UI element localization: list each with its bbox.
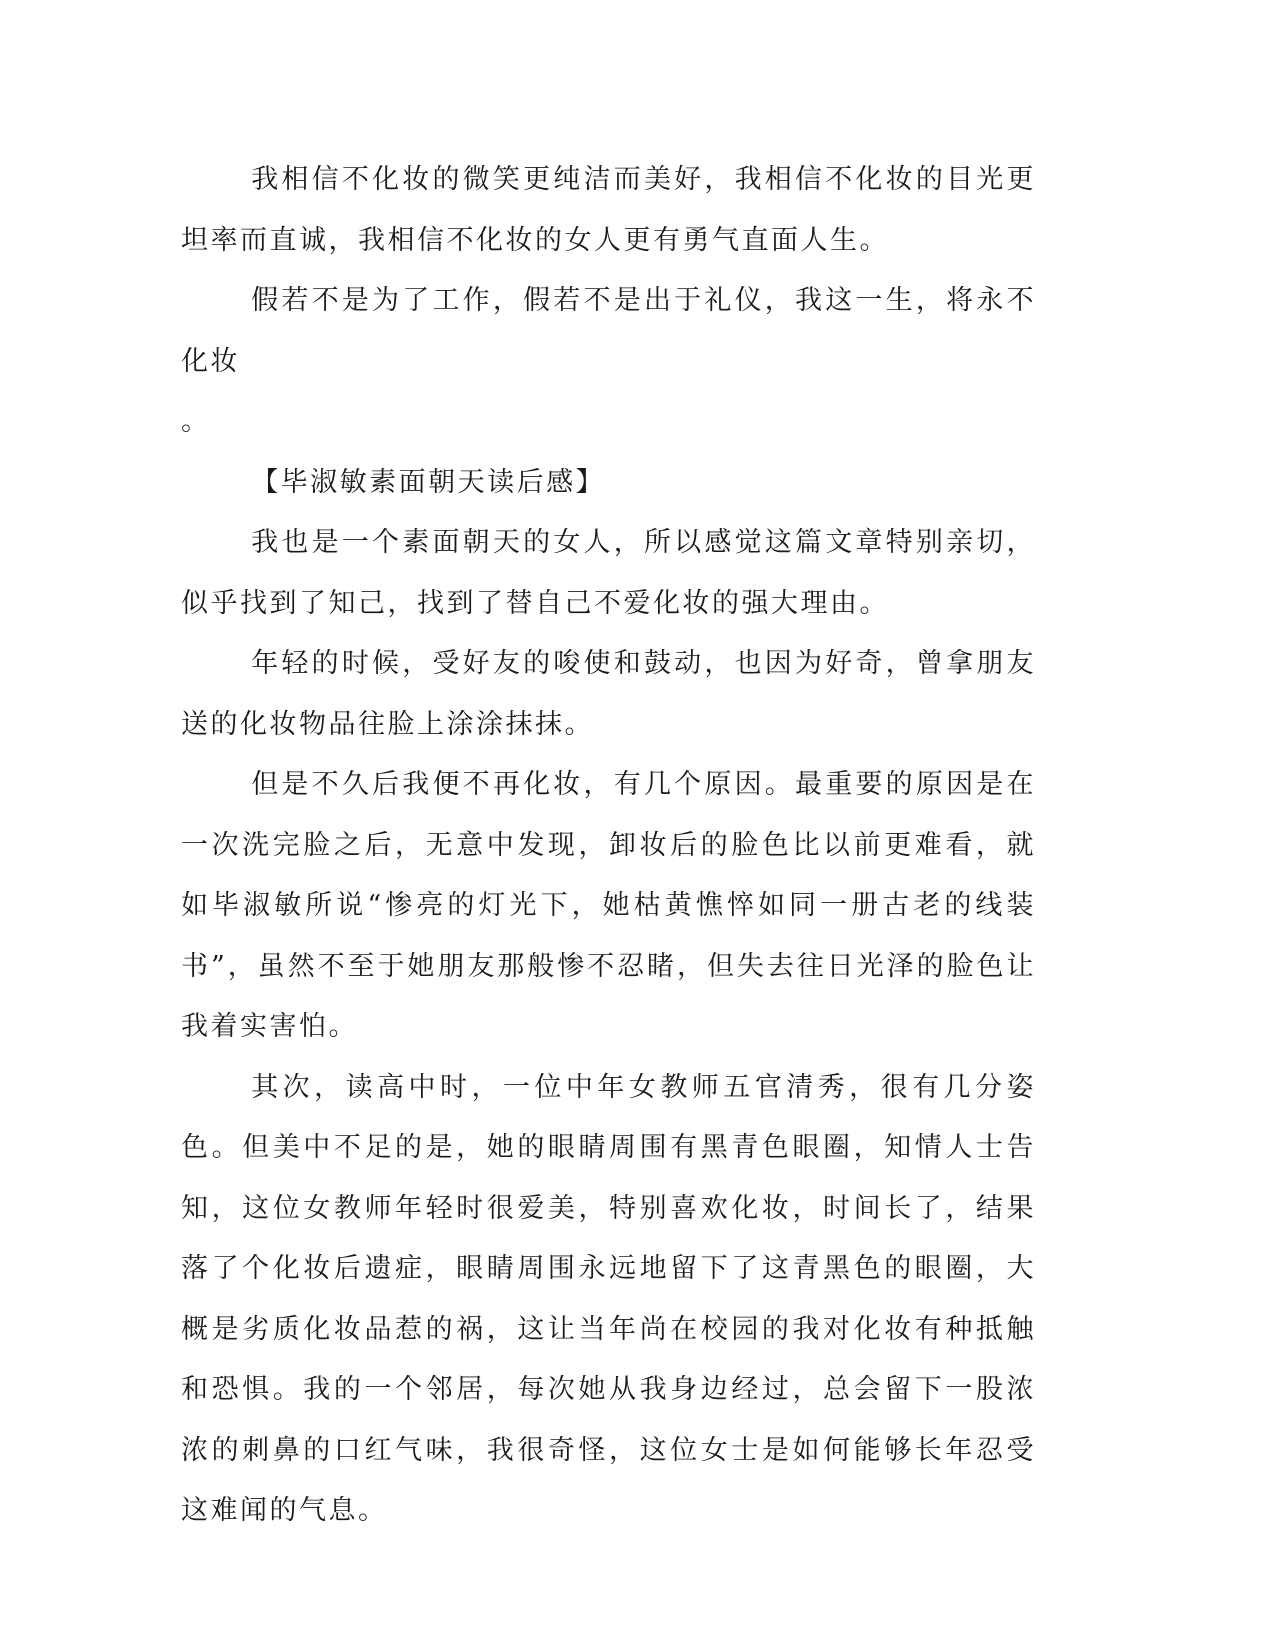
paragraph-2-continuation: 。 — [181, 406, 211, 437]
paragraph-5: 但是不久后我便不再化妆，有几个原因。最重要的原因是在一次洗完脸之后，无意中发现，卸妆后的脸色比以前更难看，就如毕淑敏所说“惨亮的灯光下，她枯黄憔悴如同一册古老的线装书”，虽然不至于她朋友那般惨不忍睹，但失去往日光泽的脸色让我着实害怕。 — [181, 769, 1036, 1042]
document-body — [181, 150, 1036, 1542]
paragraph-1: 我相信不化妆的微笑更纯洁而美好，我相信不化妆的目光更坦率而直诚，我相信不化妆的女人更有勇气直面人生。 — [181, 164, 1036, 256]
paragraph-6: 其次，读高中时，一位中年女教师五官清秀，很有几分姿色。但美中不足的是，她的眼睛周围有黑青色眼圈，知情人士告知，这位女教师年轻时很爱美，特别喜欢化妆，时间长了，结果落了个化妆后遗症，眼睛周围永远地留下了这青黑色的眼圈，大概是劣质化妆品惹的祸，这让当年尚在校园的我对化妆有种抵触和恐惧。我的一个邻居，每次她从我身边经过，总会留下一股浓浓的刺鼻的口红气味，我很奇怪，这位女士是如何能够长年忍受这难闻的气息。 — [181, 1071, 1036, 1526]
section-heading: 【毕淑敏素面朝天读后感】 — [251, 466, 606, 498]
paragraph-3: 我也是一个素面朝天的女人，所以感觉这篇文章特别亲切，似乎找到了知己，找到了替自己不爱化妆的强大理由。 — [181, 527, 1036, 619]
paragraph-2: 假若不是为了工作，假若不是出于礼仪，我这一生，将永不化妆 — [181, 285, 1036, 377]
paragraph-4: 年轻的时候，受好友的唆使和鼓动，也因为好奇，曾拿朋友送的化妆物品往脸上涂涂抹抹。 — [181, 648, 1036, 740]
